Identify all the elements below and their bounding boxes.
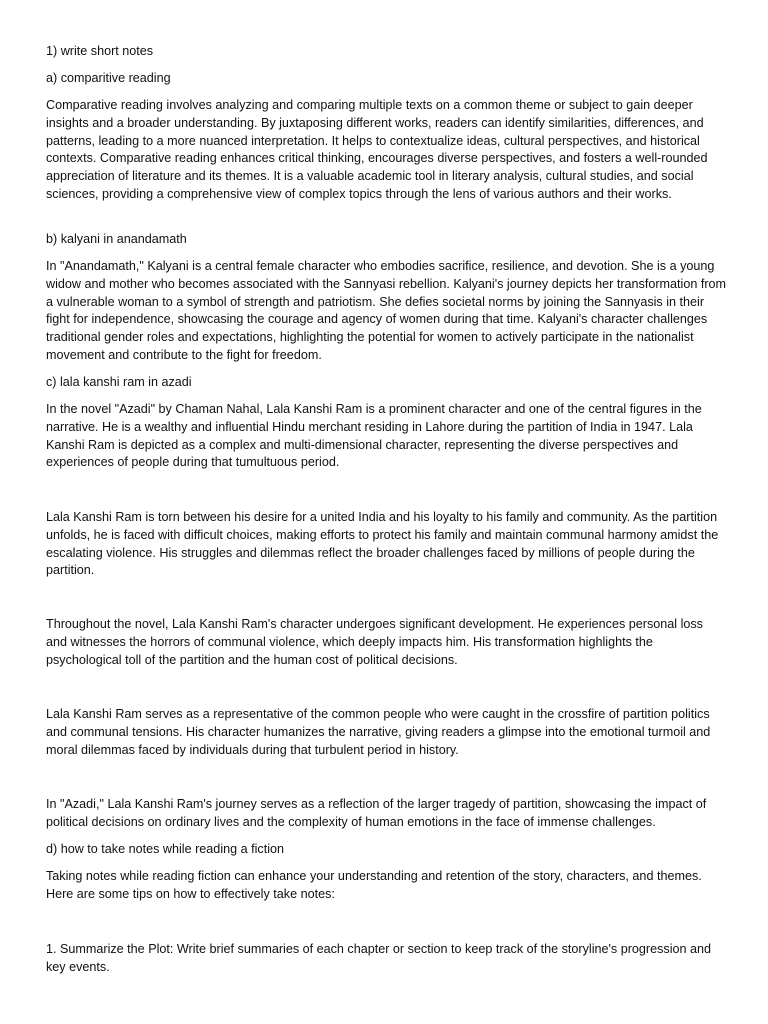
paragraph-note-taking-intro: Taking notes while reading fiction can enhance your understanding and retention of the story, characters, and themes. Here are some tips on how to effectively take notes: — [46, 869, 702, 901]
list-item-summarize-plot: 1. Summarize the Plot: Write brief summaries of each chapter or section to keep track of the storyline's progression and key events. — [46, 942, 712, 974]
paragraph-azadi-development: Throughout the novel, Lala Kanshi Ram's character undergoes significant development. He experiences personal loss and witnesses the horrors of communal violence, which deeply impacts him. His transformation highlights the psychological toll of the partition and the human cost of political decisions. — [46, 617, 703, 667]
section-label-note-taking: d) how to take notes while reading a fiction — [46, 842, 285, 856]
paragraph-azadi-intro: In the novel "Azadi" by Chaman Nahal, Lala Kanshi Ram is a prominent character and one of the central figures in the narrative. He is a wealthy and influential Hindu merchant residing in Lahore during the partition of India in 1947. Lala Kanshi Ram is depicted as a complex and multi-dimensional character, representing the diverse perspectives and experiences of people during that tumultuous period. — [46, 402, 702, 470]
section-label-comparative-reading: a) comparitive reading — [46, 71, 171, 85]
paragraph-comparative-reading: Comparative reading involves analyzing and comparing multiple texts on a common theme or subject to gain deeper insights and a broader understanding. By juxtaposing different works, readers can identify similarities, differences, and patterns, leading to a more nuanced interpretation. It helps to contextualize ideas, cultural perspectives, and historical contexts. Comparative reading enhances critical thinking, encourages diverse perspectives, and fosters a well-rounded appreciation of literature and its themes. It is a valuable academic tool in literary analysis, cultural studies, and social sciences, providing a comprehensive view of complex topics through the lens of various authors and their works. — [46, 98, 708, 201]
paragraph-kalyani: In "Anandamath," Kalyani is a central female character who embodies sacrifice, resilience, and devotion. She is a young widow and mother who becomes associated with the Sannyasi rebellion. Kalyani's journey depicts her transformation from a vulnerable woman to a symbol of strength and patriotism. She defies societal norms by joining the Sannyasis in their fight for independence, showcasing the courage and agency of women during that time. Kalyani's character challenges traditional gender roles and expectations, highlighting the potential for women to actively participate in the nationalist movement and contribute to the fight for freedom. — [46, 259, 727, 362]
paragraph-azadi-conflict: Lala Kanshi Ram is torn between his desire for a united India and his loyalty to his family and community. As the partition unfolds, he is faced with difficult choices, making efforts to protect his family and maintain communal harmony amidst the escalating violence. His struggles and dilemmas reflect the broader challenges faced by millions of people during the partition. — [46, 510, 719, 578]
section-label-lala-kanshi-ram: c) lala kanshi ram in azadi — [46, 375, 192, 389]
paragraph-azadi-reflection: In "Azadi," Lala Kanshi Ram's journey serves as a reflection of the larger tragedy of partition, showcasing the impact of political decisions on ordinary lives and the complexity of human emotions in the face of immense challenges. — [46, 797, 707, 829]
document-heading: 1) write short notes — [46, 44, 154, 58]
paragraph-azadi-representative: Lala Kanshi Ram serves as a representative of the common people who were caught in the crossfire of partition politics and communal tensions. His character humanizes the narrative, giving readers a glimpse into the emotional turmoil and moral dilemmas faced by individuals during that turbulent period in history. — [46, 707, 711, 757]
section-label-kalyani: b) kalyani in anandamath — [46, 232, 187, 246]
